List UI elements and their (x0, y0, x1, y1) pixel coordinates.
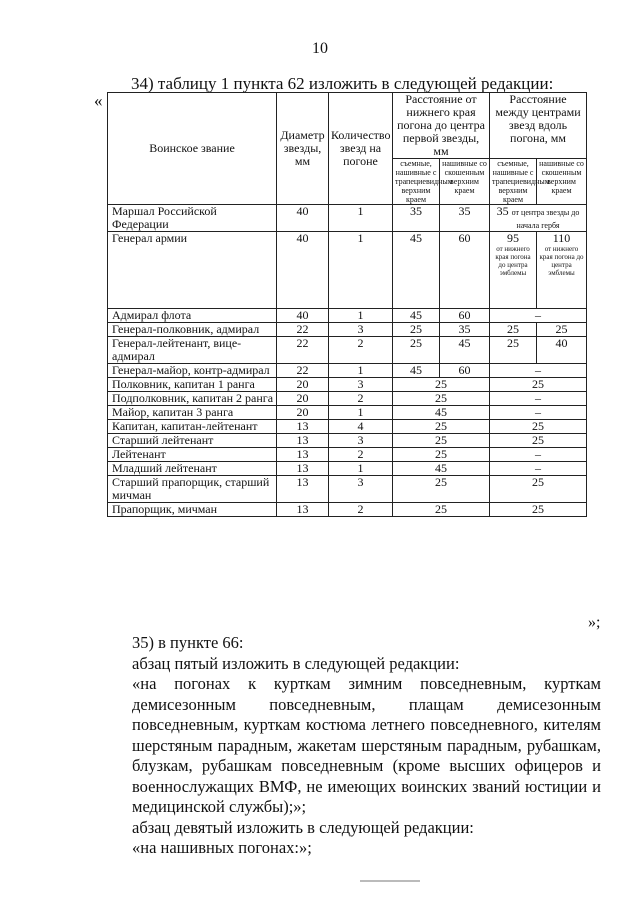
header-distance-between: Расстояние между центрами звезд вдоль погона, мм (490, 93, 587, 159)
table-row (108, 309, 587, 323)
edge-cell: 25 (393, 448, 490, 462)
count-cell: 1 (329, 232, 393, 309)
between-cell: – (490, 462, 587, 476)
between-sewn-cell: 40 (537, 337, 587, 364)
count-cell: 3 (329, 378, 393, 392)
table-row (108, 205, 587, 232)
diameter-cell: 22 (277, 364, 329, 378)
between-cell: – (490, 392, 587, 406)
rank-cell: Прапорщик, мичман (108, 503, 277, 517)
subheader-removable-2: съемные, нашивные с трапециевидным верхним краем (490, 159, 537, 205)
rank-cell: Старший прапорщик, старший мичман (108, 476, 277, 503)
header-distance-edge: Расстояние от нижнего края погона до центра первой звезды, мм (393, 93, 490, 159)
between-removable-cell: 25 (490, 323, 537, 337)
diameter-cell: 13 (277, 476, 329, 503)
table-row (108, 232, 587, 309)
between-cell (490, 205, 587, 232)
item-35: 35) в пункте 66: (132, 633, 244, 652)
header-rank: Воинское звание (108, 93, 277, 205)
between-removable-value: 95 (507, 231, 520, 245)
rank-cell: Капитан, капитан-лейтенант (108, 420, 277, 434)
diameter-cell: 13 (277, 448, 329, 462)
edge-sewn-cell: 60 (440, 364, 490, 378)
rank-cell: Подполковник, капитан 2 ранга (108, 392, 277, 406)
between-note: от центра звезды до начала гербя (511, 208, 580, 230)
edge-removable-cell: 35 (393, 205, 440, 232)
between-cell: 25 (490, 503, 587, 517)
between-cell: 25 (490, 378, 587, 392)
table-row (108, 406, 587, 420)
para9-intro: абзац девятый изложить в следующей редакции: (132, 817, 474, 837)
para9-text: «на нашивных погонах:»; (132, 838, 312, 857)
between-cell: – (490, 364, 587, 378)
rank-cell: Генерал армии (108, 232, 277, 309)
rank-cell: Маршал Российской Федерации (108, 205, 277, 232)
diameter-cell: 40 (277, 232, 329, 309)
edge-removable-cell: 45 (393, 232, 440, 309)
amendment-heading: 34) таблицу 1 пункта 62 изложить в следующей редакции: (131, 74, 554, 93)
rank-cell: Старший лейтенант (108, 434, 277, 448)
edge-removable-cell: 25 (393, 323, 440, 337)
edge-sewn-cell: 35 (440, 205, 490, 232)
opening-quote: « (94, 91, 103, 110)
between-sewn-note: от нижнего края погона до центра эмблемы (539, 245, 584, 277)
rank-cell: Майор, капитан 3 ранга (108, 406, 277, 420)
diameter-cell: 40 (277, 205, 329, 232)
edge-removable-cell: 25 (393, 337, 440, 364)
table-row (108, 434, 587, 448)
header-diameter: Диаметр звезды, мм (277, 93, 329, 205)
between-cell: 25 (490, 434, 587, 448)
between-cell: – (490, 448, 587, 462)
scan-artifact (360, 880, 420, 882)
para5-text: «на погонах к курткам зимним повседневным, курткам демисезонным повседневным, плащам демисезонным повседневным, курткам костюма летнего повседневного, кителям шерстяным парадным, жакетам шерстяным парадным, рубашкам, блузкам, рубашкам повседневным (кроме высших офицеров и военнослужащих ВМФ, не имеющих воинских званий юстиции и медицинской службы);»; (132, 674, 601, 816)
edge-cell: 25 (393, 476, 490, 503)
diameter-cell: 13 (277, 503, 329, 517)
table-row (108, 364, 587, 378)
table-row (108, 420, 587, 434)
edge-sewn-cell: 60 (440, 309, 490, 323)
between-cell: 25 (490, 420, 587, 434)
table-row (108, 392, 587, 406)
edge-cell: 45 (393, 406, 490, 420)
edge-removable-cell: 45 (393, 309, 440, 323)
para5-intro: абзац пятый изложить в следующей редакции: (132, 653, 460, 673)
diameter-cell: 20 (277, 392, 329, 406)
amendment-body (107, 633, 601, 859)
count-cell: 1 (329, 309, 393, 323)
count-cell: 3 (329, 476, 393, 503)
table-row (108, 448, 587, 462)
between-sewn-value: 110 (552, 231, 571, 245)
table-row (108, 337, 587, 364)
count-cell: 3 (329, 434, 393, 448)
table-row (108, 323, 587, 337)
table-row (108, 462, 587, 476)
edge-cell: 25 (393, 392, 490, 406)
count-cell: 1 (329, 406, 393, 420)
count-cell: 2 (329, 392, 393, 406)
diameter-cell: 20 (277, 406, 329, 420)
diameter-cell: 40 (277, 309, 329, 323)
between-cell: – (490, 406, 587, 420)
diameter-cell: 22 (277, 337, 329, 364)
table-row (108, 378, 587, 392)
diameter-cell: 13 (277, 462, 329, 476)
rank-cell: Младший лейтенант (108, 462, 277, 476)
diameter-cell: 13 (277, 434, 329, 448)
between-cell: 25 (490, 476, 587, 503)
edge-cell: 25 (393, 420, 490, 434)
header-count: Количество звезд на погоне (329, 93, 393, 205)
subheader-sewn-1: нашивные со скошенным верхним краем (440, 159, 490, 205)
between-cell: – (490, 309, 587, 323)
count-cell: 1 (329, 462, 393, 476)
edge-cell: 25 (393, 503, 490, 517)
edge-cell: 45 (393, 462, 490, 476)
count-cell: 2 (329, 503, 393, 517)
count-cell: 3 (329, 323, 393, 337)
table-header-row (108, 93, 587, 159)
edge-cell: 25 (393, 434, 490, 448)
edge-sewn-cell: 45 (440, 337, 490, 364)
between-removable-cell (490, 232, 537, 309)
rank-cell: Генерал-полковник, адмирал (108, 323, 277, 337)
rank-cell: Полковник, капитан 1 ранга (108, 378, 277, 392)
closing-quote: »; (588, 614, 601, 631)
table-row (108, 503, 587, 517)
count-cell: 1 (329, 205, 393, 232)
rank-cell: Генерал-майор, контр-адмирал (108, 364, 277, 378)
count-cell: 2 (329, 337, 393, 364)
edge-removable-cell: 45 (393, 364, 440, 378)
rank-cell: Лейтенант (108, 448, 277, 462)
edge-sewn-cell: 60 (440, 232, 490, 309)
between-removable-note: от нижнего края погона до центра эмблемы (495, 245, 531, 277)
between-sewn-cell (537, 232, 587, 309)
diameter-cell: 20 (277, 378, 329, 392)
rank-cell: Адмирал флота (108, 309, 277, 323)
table-row (108, 476, 587, 503)
subheader-sewn-2: нашивные со скошенным верхним краем (537, 159, 587, 205)
diameter-cell: 13 (277, 420, 329, 434)
page-number: 10 (312, 40, 328, 57)
subheader-removable-1: съемные, нашивные с трапециевидным верхним краем (393, 159, 440, 205)
between-sewn-cell: 25 (537, 323, 587, 337)
count-cell: 2 (329, 448, 393, 462)
rank-cell: Генерал-лейтенант, вице-адмирал (108, 337, 277, 364)
edge-sewn-cell: 35 (440, 323, 490, 337)
diameter-cell: 22 (277, 323, 329, 337)
between-removable-cell: 25 (490, 337, 537, 364)
count-cell: 1 (329, 364, 393, 378)
between-value: 35 (496, 204, 509, 218)
edge-cell: 25 (393, 378, 490, 392)
star-dimensions-table (107, 92, 587, 517)
count-cell: 4 (329, 420, 393, 434)
